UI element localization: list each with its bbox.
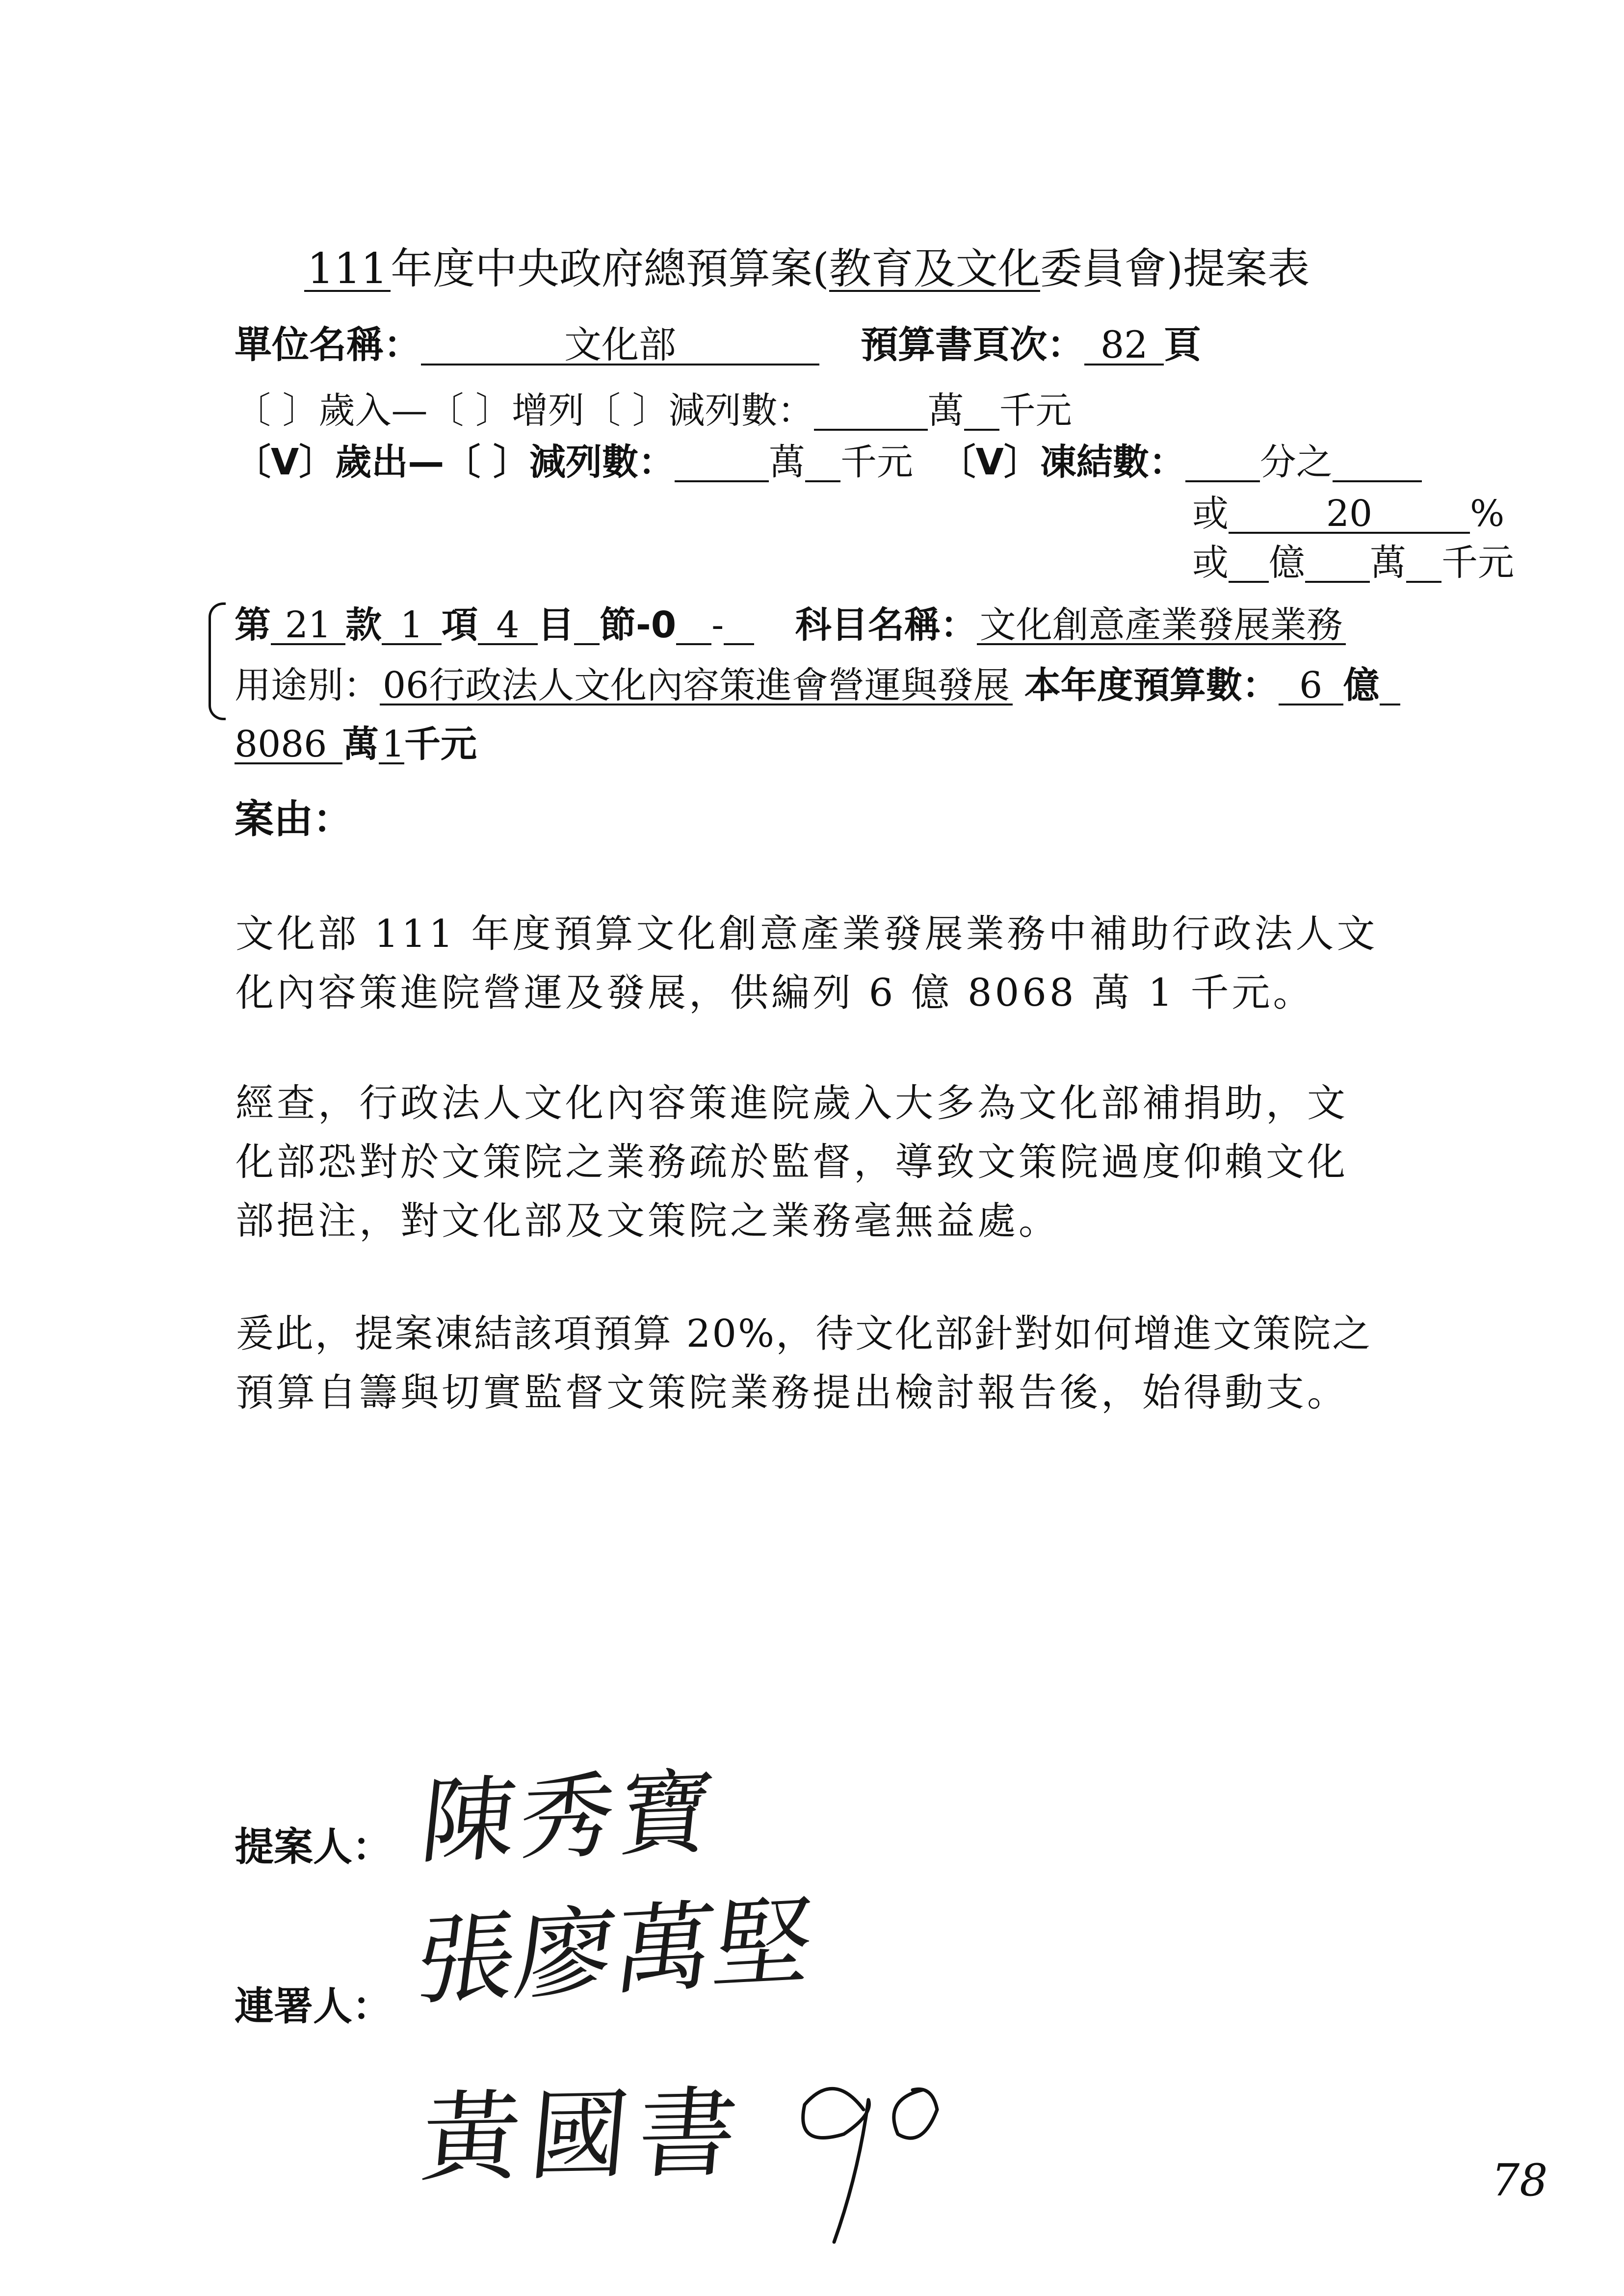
paragraph-line: 經查，行政法人文化內容策進院歲入大多為文化部補捐助，文 (236, 1081, 1349, 1125)
form-title: 111年度中央政府總預算案(教育及文化委員會)提案表 (304, 248, 1310, 292)
page-number: 78 (1492, 2155, 1548, 2206)
unit-row: 單位名稱： 文化部 預算書頁次： 82 頁 (235, 323, 1202, 366)
paragraph-line: 文化部 111 年度預算文化創意產業發展業務中補助行政法人文 (236, 912, 1378, 956)
paragraph-line: 預算自籌與切實監督文策院業務提出檢討報告後，始得動支。 (236, 1371, 1349, 1415)
paragraph-line: 爰此，提案凍結該項預算 20%，待文化部針對如何增進文策院之 (236, 1312, 1372, 1356)
revenue-row: 〔 〕歲入—〔 〕增列〔 〕減列數： 萬 千元 (235, 390, 1072, 432)
paragraph-line: 部挹注，對文化部及文策院之業務毫無益處。 (236, 1199, 1060, 1243)
freeze-percent-row: 或 20 % (1192, 493, 1505, 535)
expense-row: 〔V〕歲出—〔 〕減列數： 萬 千元 〔V〕凍結數： 分之 (235, 444, 1422, 482)
cosigner-signature-1: 張廖萬堅 (410, 1884, 820, 2019)
paragraph-line: 化內容策進院營運及發展，供編列 6 億 8068 萬 1 千元。 (236, 971, 1314, 1015)
use-row: 用途別：06行政法人文化內容策進會營運與發展 本年度預算數： 6 億 (235, 667, 1400, 705)
freeze-amount-row: 或 億 萬 千元 (1192, 542, 1514, 584)
paragraph-line: 化部恐對於文策院之業務疏於監督，導致文策院過度仰賴文化 (236, 1140, 1349, 1184)
budget-continuation: 8086 萬1千元 (235, 723, 477, 765)
item-row: 第 21 款 1 項 4 目 節-0 - 科目名稱：文化創意產業發展業務 (235, 607, 1346, 645)
handwritten-number (795, 2051, 991, 2257)
reason-label: 案由： (235, 796, 352, 842)
bracket-line (209, 602, 226, 720)
proposer-signature: 陳秀寶 (416, 1758, 724, 1877)
cosigner-signature-2: 黃國書 (417, 2076, 752, 2196)
unit-name-field: 文化部 (421, 326, 819, 365)
proposer-label: 提案人： (235, 1824, 392, 1870)
cosigner-label: 連署人： (235, 1983, 392, 2029)
